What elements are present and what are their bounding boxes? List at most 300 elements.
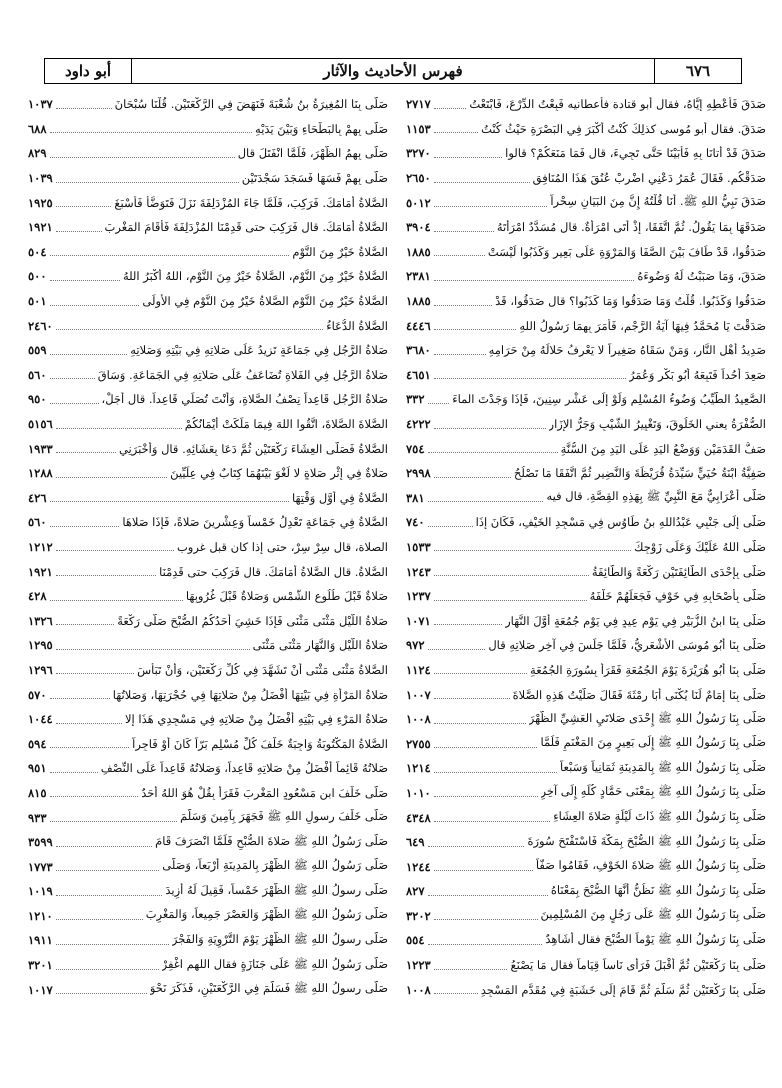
entry-text: صَلاةُ المَرْأَةِ فِي بَيْتِهَا أَفْضَلُ مِنْ صَلاتِهَا فِي حُجْرَتِهَا، وَصَلاتُهَا	[112, 687, 388, 702]
entry-text: الصَّلاةُ الدُّعَاءُ	[326, 318, 388, 333]
dot-leader	[50, 403, 99, 404]
index-entry	[28, 608, 388, 633]
index-entry	[406, 486, 766, 511]
entry-text: صَلَّى أَعْرَابِيٌّ مَعَ النَّبِيِّ ﷺ بِهَذِهِ القِصَّةِ. قال فيه	[546, 489, 766, 504]
hadith-number: ٧٤٠	[406, 515, 425, 530]
entry-text: صَلَّى بِنَا رَسُولُ اللهِ ﷺ عَلَى رَجُلٍ مِنَ المُسْلِمِينَ	[540, 907, 766, 922]
index-entry	[406, 190, 766, 215]
entry-text: الصَّلاةُ فِي أَوَّلِ وَقْتِهَا	[291, 490, 388, 505]
index-entry	[28, 264, 388, 289]
hadith-number: ٤٦٥١	[406, 367, 431, 382]
index-entry	[406, 264, 766, 289]
dot-leader	[56, 993, 147, 994]
entry-text: صَلَّى بِنَا رَسُولُ اللهِ ﷺ إِلَى بَعِيرٍ مِنَ المَغْنَمِ فَلَمَّا	[540, 735, 766, 750]
dot-leader	[434, 624, 502, 625]
dot-leader	[428, 403, 450, 404]
entry-text: صَدَقَهَا بِمَا يَقُولُ. ثُمَّ اتَّفَقَا، إِذْ أَتَى امْرَأَةٌ. قال مُسَدَّدٌ امْرَأَتَهُ	[496, 220, 766, 235]
dot-leader	[434, 993, 478, 994]
entry-text: صَعِدَ أُحُداً فَتَبِعَهُ أَبُو بَكْرٍ وَعُمَرُ	[629, 367, 766, 382]
index-entry	[406, 436, 766, 461]
hadith-number: ٥٠١	[28, 294, 47, 309]
index-entry	[406, 682, 766, 707]
hadith-number: ٩٧٢	[406, 638, 425, 653]
entry-text: صَلاةٌ قَبْلَ طُلُوعِ الشَّمْسِ وَصَلاةٌ قَبْلَ غُرُوبِهَا	[185, 589, 388, 604]
entry-text: صَدَقُوا وَكَذَبُوا. قُلْتُ وَمَا صَدَقُوا وَمَا كَذَبُوا؟ قال صَدَقُوا، قَدْ	[495, 294, 766, 309]
index-entry	[28, 338, 388, 363]
entry-text: الصَّلاةُ خَيْرٌ مِنَ النَّوْمِ	[292, 244, 388, 259]
dot-leader	[434, 673, 527, 674]
dot-leader	[434, 600, 587, 601]
dot-leader	[434, 157, 502, 158]
hadith-number: ١٢٢٣	[406, 958, 431, 973]
hadith-number: ١٠٣٩	[28, 171, 53, 186]
dot-leader	[434, 575, 589, 576]
hadith-number: ٧٥٤	[406, 441, 425, 456]
index-entry	[28, 559, 388, 584]
dot-leader	[56, 919, 143, 920]
dot-leader	[434, 108, 467, 109]
hadith-number: ٥٠٤	[28, 244, 47, 259]
dot-leader	[56, 206, 112, 207]
hadith-number: ٢٧٥٥	[406, 736, 431, 751]
dot-leader	[56, 477, 167, 478]
index-entry	[406, 461, 766, 486]
dot-leader	[50, 600, 183, 601]
hadith-number: ١٠١٠	[406, 785, 431, 800]
dot-leader	[434, 550, 631, 551]
entry-text: صَلَّى بِنَا إِمَامٌ لَنَا يُكْنَى أَبَا رِمْثَةَ فَقَالَ صَلَّيْتُ هَذِهِ الصَّلاةَ	[512, 687, 766, 702]
hadith-number: ٦٨٨	[28, 121, 47, 136]
hadith-number: ١٩٢٥	[28, 195, 53, 210]
entry-text: الصَّلاةُ مَثْنَى مَثْنَى أَنْ تَشَهَّدَ فِي كُلِّ رَكْعَتَيْنِ، وَأَنْ تَبَأَسَ	[137, 662, 388, 677]
index-entry	[28, 805, 388, 830]
left-column	[28, 92, 388, 1077]
hadith-number: ٤٢٦	[28, 490, 47, 505]
dot-leader	[434, 206, 548, 207]
entry-text: صَلاةُ المَرْءِ فِي بَيْتِهِ أَفْضَلُ مِنْ صَلاتِهِ فِي مَسْجِدِي هَذَا إِلا	[125, 712, 388, 727]
dot-leader	[56, 969, 159, 970]
dot-leader	[50, 354, 128, 355]
index-entry	[406, 756, 766, 781]
entry-text: صَلَّى بِنَا أَبُو مُوسَى الأَشْعَرِيُّ، فَلَمَّا جَلَسَ فِي آخِرِ صَلاتِهِ قال	[488, 638, 766, 653]
index-entry	[406, 707, 766, 732]
entry-text: صَلَّى رَسُولُ اللهِ ﷺ عَلَى جَنَازَةٍ فقال اللهم اغْفِرْ	[161, 956, 388, 971]
index-entry	[406, 117, 766, 142]
index-entry	[28, 363, 388, 388]
entry-text: صَدَقْتَ يَا مُحَمَّدُ فِيهَا آيَةُ الرَّجْمِ، فَأَمَرَ بِهِمَا رَسُولُ اللهِ	[519, 318, 766, 333]
hadith-number: ١٨٨٥	[406, 244, 431, 259]
index-entry	[406, 953, 766, 978]
entry-text: صَلَّى بِنَا رَسُولُ اللهِ ﷺ نَظُنُّ أَنَّهَا الصُّبْحَ بِمَعْنَاهُ	[550, 882, 766, 897]
hadith-number: ٩٥٠	[28, 392, 47, 407]
entry-text: الصَّلاةُ. قال الصَّلاةُ أَمَامَكَ. قال فَرَكِبَ حتى قَدِمْنَا	[159, 564, 388, 579]
dot-leader	[434, 747, 538, 748]
dot-leader	[428, 895, 548, 896]
index-entry	[28, 658, 388, 683]
dot-leader	[56, 550, 174, 551]
right-column	[406, 92, 766, 1077]
hadith-number: ١٢١٠	[28, 908, 53, 923]
hadith-number: ٨١٥	[28, 785, 47, 800]
index-entry	[28, 313, 388, 338]
index-entry	[28, 953, 388, 978]
dot-leader	[50, 526, 120, 527]
index-entry	[28, 240, 388, 265]
entry-text: صَلَّى بِنَا ابنُ الزُّبَيْرِ فِي يَوْمِ عِيدٍ فِي يَوْمِ جُمُعَةٍ أَوَّلَ النَّهَارِ	[505, 613, 766, 628]
entry-text: الصَّلاةُ المَكْتُوبَةُ وَاجِبَةٌ خَلْفَ كُلِّ مُسْلِمٍ بَرّاً كَانَ أَوْ فَاجِراً	[132, 736, 388, 751]
index-entry	[406, 338, 766, 363]
index-entry	[406, 854, 766, 879]
entry-text: صَلَّى بِنَا أَبُو هُرَيْرَةَ يَوْمَ الجُمُعَةِ فَقَرَأَ بِسُورَةِ الجُمُعَةِ	[530, 662, 766, 677]
dot-leader	[56, 231, 102, 232]
hadith-number: ٣٢٠٢	[406, 908, 431, 923]
index-entry	[28, 412, 388, 437]
hadith-number: ١٩٣٣	[28, 441, 53, 456]
index-entry	[28, 879, 388, 904]
entry-text: الصَّعِيدُ الطَّيِّبُ وَضُوءُ المُسْلِمِ وَلَوْ إِلَى عَشْرِ سِنِينَ، فَإِذَا وَجَدْتَ الماءَ	[452, 392, 766, 407]
hadith-number: ١٨٨٥	[406, 294, 431, 309]
entry-text: صَلاةُ الرَّجُلِ فِي جَمَاعَةٍ تَزِيدُ عَلَى صَلاتِهِ فِي بَيْتِهِ وَصَلاتِهِ	[130, 343, 388, 358]
hadith-number: ٥٠٠	[28, 269, 47, 284]
dot-leader	[50, 747, 130, 748]
entry-text: صَلَّى رسولُ اللهِ ﷺ فَسَلَّمَ فِي الرَّكْعَتَيْنِ، فَذَكَرَ نَحْوَ	[149, 981, 388, 996]
index-entry	[406, 731, 766, 756]
hadith-number: ٣٨١	[406, 490, 425, 505]
entry-text: صَلَّى بِنَا رَسُولُ اللهِ ﷺ الصُّبْحَ بِمَكَّةَ فَاسْتَفْتَحَ سُورَةَ	[527, 833, 766, 848]
index-entry	[28, 510, 388, 535]
index-entry	[406, 584, 766, 609]
index-entry	[406, 215, 766, 240]
hadith-number: ١٠٠٨	[406, 982, 431, 997]
entry-text: صَلَّى بِنَا رَسُولُ اللهِ ﷺ بِمَعْنَى حَمَّادٍ كُلِّهِ إِلَى آخِرِ	[540, 784, 766, 799]
index-entry	[406, 363, 766, 388]
index-entry	[406, 977, 766, 1002]
dot-leader	[50, 821, 178, 822]
index-entry	[406, 412, 766, 437]
entry-text: صَدَقَ، وَمَا صَبَبْتُ لَهُ وَضُوءَهُ	[637, 269, 766, 284]
entry-text: صَلَّى بِنَا رَسُولُ اللهِ ﷺ ذَاتَ لَيْلَةٍ صَلاةَ العِشَاءِ	[553, 809, 766, 824]
index-entry	[406, 608, 766, 633]
dot-leader	[428, 501, 544, 502]
dot-leader	[56, 452, 116, 453]
hadith-number: ١٢٩٦	[28, 662, 53, 677]
index-entry	[406, 313, 766, 338]
index-entry	[406, 141, 766, 166]
hadith-number: ١٠٠٨	[406, 712, 431, 727]
entry-text: صَلَّى بِنَا رَكْعَتَيْنِ ثُمَّ أَقْبَلَ فَرَأَى نَاساً قِيَاماً فقال مَا يَصْنَعُ	[510, 958, 766, 973]
dot-leader	[50, 772, 98, 773]
dot-leader	[428, 649, 486, 650]
dot-leader	[56, 673, 134, 674]
entry-text: صَلَّى بِأَصْحَابِهِ فِي خَوْفٍ فَجَعَلَهُمْ خَلْفَهُ	[589, 589, 766, 604]
dot-leader	[434, 354, 486, 355]
dot-leader	[56, 895, 163, 896]
index-entry	[28, 928, 388, 953]
dot-leader	[434, 329, 517, 330]
index-entry	[28, 756, 388, 781]
hadith-number: ١٠٧١	[406, 613, 431, 628]
entry-text: صَلاةُ الرَّجُلِ فِي الفَلاةِ تُضَاعَفُ عَلَى صَلاتِهِ فِي الجَمَاعَةِ. وَسَاقَ	[97, 367, 388, 382]
hadith-number: ١٠٣٧	[28, 97, 53, 112]
dot-leader	[50, 255, 290, 256]
entry-text: الصَّلاةُ أَمَامَكَ. فَرَكِبَ، فَلَمَّا جَاءَ المُزْدَلِفَةَ نَزَلَ فَتَوَضَّأَ فَأَسْبَغَ	[114, 195, 388, 210]
index-entry	[28, 387, 388, 412]
entry-text: صَلَّى بِهِمُ الظُّهْرَ، فَلَمَّا انْفَتَلَ قال	[237, 146, 388, 161]
dot-leader	[50, 501, 289, 502]
hadith-number: ٥٧٠	[28, 687, 47, 702]
dot-leader	[50, 305, 140, 306]
entry-text: الصَّلاةُ فَصَلَّى العِشَاءَ رَكْعَتَيْنِ ثُمَّ دَعَا بِعَشَائِهِ. قال وَأَخْبَرَنِي	[118, 441, 388, 456]
entry-text: الصَّلاةُ فِي جَمَاعَةٍ تَعْدِلُ خَمْساً وَعِشْرِينَ صَلاةً، فَإِذَا صَلاهَا	[122, 515, 388, 530]
entry-text: صَدَقَ قَدْ أَتانَا بِهِ فَأَبَيْنَا حَتَّى تَجِيءَ، قال فَمَا مَنَعَكُمْ؟ قالوا	[505, 146, 766, 161]
entry-text: الصَّلاةُ خَيْرٌ مِنَ النَّوْمِ الصَّلاةُ خَيْرٌ مِنَ النَّوْمِ فِي الأُولَى	[142, 294, 388, 309]
dot-leader	[56, 870, 160, 871]
index-entry	[406, 240, 766, 265]
hadith-number: ٨٢٩	[28, 146, 47, 161]
hadith-number: ٥٠١٢	[406, 195, 431, 210]
hadith-number: ٣٦٨٠	[406, 343, 431, 358]
dot-leader	[428, 944, 543, 945]
dot-leader	[434, 723, 526, 724]
index-entry	[28, 854, 388, 879]
entry-text: صَلَّى بِنَا رَسُولُ اللهِ ﷺ إِحْدَى صَلاتَيِ العَشِيِّ الظُّهْرَ	[528, 710, 766, 725]
hadith-number: ١٢٤٣	[406, 564, 431, 579]
dot-leader	[434, 796, 538, 797]
hadith-number: ٣٢٧٠	[406, 146, 431, 161]
entry-text: صَدَقْكُم. فَقَالَ عُمَرُ دَعْنِي اضْرِبْ عُنُقَ هَذَا المُنَافِقِ	[532, 171, 766, 186]
hadith-number: ٤٢٢٢	[406, 417, 431, 432]
dot-leader	[434, 280, 635, 281]
entry-text: الصَّلاةُ خَيْرٌ مِنَ النَّوْمِ، الصَّلاةُ خَيْرٌ مِنَ النَّوْمِ، اللهُ أَكْبَرُ اللهُ	[122, 269, 388, 284]
hadith-number: ٣٥٩٩	[28, 835, 53, 850]
dot-leader	[434, 772, 557, 773]
entry-text: صَلَّى رسولُ اللهِ ﷺ الظُّهْرَ يَوْمَ التَّرْوِيَةِ وَالفَجْرَ	[171, 931, 388, 946]
dot-leader	[434, 305, 492, 306]
entry-text: صَلَّى اللهُ عَلَيْكَ وَعَلَى زَوْجِكَ	[634, 539, 766, 554]
hadith-number: ٤٤٤٦	[406, 318, 431, 333]
dot-leader	[50, 796, 139, 797]
entry-text: صَلَّى إِلَى جَنْبِي عَبْدُاللهِ بنُ طَاوُسٍ فِي مَسْجِدِ الخَيْفِ، فَكَانَ إِذَا	[475, 515, 766, 530]
entry-text: الصلاة، قال سِرْ سِرْ، حتى إذا كان قبل غروب	[176, 539, 388, 554]
hadith-number: ١٥٣٣	[406, 539, 431, 554]
hadith-number: ٥٦٠	[28, 367, 47, 382]
entry-text: صَلاتُهُ قَائِماً أَفْضَلُ مِنْ صَلاتِهِ قَاعِداً، وَصَلاتُهُ قَاعِداً عَلَى النِّصْفِ	[100, 761, 388, 776]
dot-leader	[428, 452, 558, 453]
entry-text: الصَّلاةَ الصَّلاةَ، اتَّقُوا اللهَ فِيمَا مَلَكَتْ أَيْمَانُكُمْ	[184, 417, 388, 432]
index-entry	[406, 928, 766, 953]
dot-leader	[428, 846, 525, 847]
hadith-number: ٩٥١	[28, 761, 47, 776]
hadith-number: ١٩٢١	[28, 564, 53, 579]
index-entry	[406, 904, 766, 929]
hadith-number: ١٧٧٣	[28, 859, 53, 874]
dot-leader	[56, 944, 169, 945]
hadith-number: ١٢١٤	[406, 761, 431, 776]
entry-text: صَلَّى خَلْفَ رسولِ اللهِ ﷺ فَجَهَرَ بِآمِينَ وَسَلَّمَ	[180, 809, 388, 824]
index-columns	[28, 92, 766, 1077]
entry-text: صَلَّى رَسُولُ اللهِ ﷺ صَلاةَ الصُّبْحِ فَلَمَّا انْصَرَفَ قَامَ	[155, 833, 388, 848]
dot-leader	[56, 182, 239, 183]
dot-leader	[434, 255, 485, 256]
hadith-number: ٣٢٠١	[28, 958, 53, 973]
hadith-number: ١٢٨٨	[28, 466, 53, 481]
entry-text: صَلاةُ اللَّيْلِ مَثْنَى مَثْنَى فَإِذَا خَشِيَ أَحَدُكُمُ الصُّبْحَ صَلَّى رَكْعَةً	[117, 613, 388, 628]
index-entry	[28, 830, 388, 855]
index-entry	[28, 92, 388, 117]
entry-text: صَلَّى بِهِمْ بِالبَطْحَاءِ وَبَيْنَ يَدَيْهِ	[255, 121, 388, 136]
hadith-number: ١٢٣٧	[406, 589, 431, 604]
entry-text: صَلَّى بِإِحْدَى الطَّائِفَتَيْنِ رَكْعَةً وَالطَّائِفَةُ	[591, 564, 766, 579]
index-entry	[28, 904, 388, 929]
index-entry	[406, 559, 766, 584]
hadith-number: ٢٦٥٠	[406, 171, 431, 186]
entry-text: صَلاةٌ فِي إِثْرِ صَلاةٍ لا لَغْوَ بَيْنَهُمَا كِتَابٌ فِي عِلِّيِّينَ	[170, 466, 388, 481]
hadith-number: ١٢٩٥	[28, 638, 53, 653]
index-entry	[28, 117, 388, 142]
dot-leader	[56, 575, 156, 576]
dot-leader	[56, 329, 324, 330]
entry-text: صَلَّى خَلْفَ ابنِ مَسْعُودٍ المَغْرِبَ فَقَرَأَ بِقُلْ هُوَ اللهُ أَحَدٌ	[141, 785, 388, 800]
index-entry	[406, 781, 766, 806]
hadith-number: ٣٣٢	[406, 392, 425, 407]
entry-text: صَدَقَ نَبِيُّ اللهِ ﷺ. أَنَا قُلْتُهُ إِنَّ مِنَ البَيَانِ سِحْراً	[550, 194, 766, 209]
index-entry	[28, 461, 388, 486]
entry-text: الصُّفْرَةُ يعني الخَلُوقَ، وَتَغْيِيرُ الشَّيْبِ وَجَرُّ الإزَارِ	[548, 417, 766, 432]
dot-leader	[434, 870, 533, 871]
entry-text: صَلَّى بِهِمْ فَسَهَا فَسَجَدَ سَجْدَتَيْنِ	[241, 171, 388, 186]
index-entry	[28, 633, 388, 658]
book-name: أبو داود	[64, 62, 112, 80]
dot-leader	[428, 526, 473, 527]
index-entry	[406, 92, 766, 117]
hadith-number: ٢٩٩٨	[406, 466, 431, 481]
index-entry	[28, 584, 388, 609]
index-entry	[28, 535, 388, 560]
index-entry	[28, 977, 388, 1002]
index-entry	[28, 436, 388, 461]
page-number: ٦٧٦	[654, 59, 741, 83]
dot-leader	[56, 428, 182, 429]
index-entry	[28, 731, 388, 756]
index-entry	[406, 805, 766, 830]
index-entry	[28, 166, 388, 191]
dot-leader	[434, 919, 538, 920]
entry-text: صَلَّى رَسُولُ اللهِ ﷺ الظُّهْرَ وَالعَصْرَ جَمِيعاً، وَالمَغْرِبَ	[145, 907, 388, 922]
dot-leader	[56, 649, 250, 650]
dot-leader	[50, 132, 253, 133]
hadith-number: ٥٦٠	[28, 515, 47, 530]
hadith-number: ٦٤٩	[406, 835, 425, 850]
index-entry	[406, 830, 766, 855]
entry-text: صَلَّى رَسُولُ اللهِ ﷺ الظُّهْرَ بِالمَدِينَةِ أَرْبَعاً، وَصَلَّى	[162, 858, 388, 873]
dot-leader	[434, 969, 508, 970]
index-entry	[28, 486, 388, 511]
dot-leader	[434, 182, 530, 183]
entry-text: صَلَّى بِنَا رَكْعَتَيْنِ ثُمَّ سَلَّمَ ثُمَّ قَامَ إِلَى خَشَبَةٍ فِي مُقَدَّمِ المَسْجِدِ	[480, 982, 766, 997]
hadith-number: ٥١٥٦	[28, 417, 53, 432]
index-entry	[406, 387, 766, 412]
index-entry	[28, 289, 388, 314]
entry-text: الصَّلاةُ أَمَامَكَ. قال فَرَكِبَ حتى قَدِمْنَا المُزْدَلِفَةَ فَأَقَامَ المَغْرِبَ	[104, 220, 388, 235]
hadith-number: ١٠١٧	[28, 982, 53, 997]
hadith-number: ٩٣٣	[28, 810, 47, 825]
hadith-number: ١٩٢١	[28, 220, 53, 235]
hadith-number: ١٠١٩	[28, 884, 53, 899]
entry-text: صَدَقَ فَأَعْطِهِ إِيَّاهُ، فقال أبو قتادة فأعطانيه فَبِعْتُ الدِّرْعَ، فَابْتَعْتُ	[469, 97, 766, 112]
entry-text: صَلَّى بِنَا رَسُولُ اللهِ ﷺ يَوْماً الصُّبْحَ فقال أَشَاهِدٌ	[545, 931, 766, 946]
hadith-number: ١٠٤٤	[28, 712, 53, 727]
dot-leader	[50, 378, 95, 379]
entry-text: صَلَّى بِنَا رَسُولُ اللهِ ﷺ صَلاةَ الخَوْفِ، فَقَامُوا صَفّاً	[535, 858, 766, 873]
entry-text: صَلَّى بِنَا المُغِيرَةُ بنُ شُعْبَةَ فَنَهَضَ فِي الرَّكْعَتَيْنِ. قُلْنَا سُبْحَانَ	[114, 97, 388, 112]
dot-leader	[434, 821, 550, 822]
hadith-number: ٥٥٤	[406, 933, 425, 948]
hadith-number: ٢٧١٧	[406, 97, 431, 112]
dot-leader	[434, 428, 546, 429]
hadith-number: ١٠٠٧	[406, 687, 431, 702]
hadith-number: ٨٢٧	[406, 884, 425, 899]
entry-text: صَلاةُ الرَّجُلِ قَاعِداً نِصْفُ الصَّلاةِ، وَأَنْتَ تُصَلِّي قَاعِداً. قال أَجَلْ،	[101, 392, 388, 407]
index-entry	[406, 535, 766, 560]
index-entry	[406, 510, 766, 535]
entry-text: صَلَّى رسولُ اللهِ ﷺ الظُّهْرَ خَمْساً، فَقِيلَ لَهُ أَزِيدَ	[165, 882, 388, 897]
dot-leader	[50, 698, 110, 699]
index-entry	[28, 707, 388, 732]
index-entry	[28, 781, 388, 806]
index-entry	[406, 879, 766, 904]
entry-text: صَفِيَّةُ ابْنَةُ حُيَيٍّ سَيِّدَةُ قُرَيْظَةَ وَالنَّضِيرِ ثُمَّ اتَّفَقَا مَا تَصْلُحُ	[513, 466, 766, 481]
hadith-number: ٥٥٩	[28, 343, 47, 358]
hadith-number: ٤٢٨	[28, 589, 47, 604]
index-entry	[406, 633, 766, 658]
index-entry	[28, 141, 388, 166]
page-title: فهرس الأحاديث والآثار	[131, 59, 654, 83]
hadith-number: ٢٣٨١	[406, 269, 431, 284]
dot-leader	[56, 108, 112, 109]
dot-leader	[56, 624, 114, 625]
dot-leader	[434, 231, 494, 232]
index-entry	[28, 190, 388, 215]
index-entry	[28, 682, 388, 707]
dot-leader	[50, 280, 120, 281]
hadith-number: ٢٤٦٠	[28, 318, 53, 333]
hadith-number: ١٩١١	[28, 933, 53, 948]
entry-text: صَدَقَ. فقال أبو مُوسى كذلِكَ كُنْتُ أَكْبَرَ فِي البَصْرَةِ حَيْثُ كُنْتُ	[481, 121, 766, 136]
entry-text: صَفُّ القَدَمَيْنِ وَوَضْعُ اليَدِ عَلَى اليَدِ مِنَ السُّنَّةِ	[560, 441, 766, 456]
dot-leader	[434, 132, 478, 133]
entry-text: صَدِيدُ أَهْلِ النَّارِ، وَمَنْ سَقَاهُ صَغِيراً لا يَعْرِفُ حَلالَهُ مِنْ حَرَامِهِ	[488, 343, 766, 358]
hadith-number: ٤٣٤٨	[406, 810, 431, 825]
page-header	[44, 58, 742, 84]
entry-text: صَلاةُ اللَّيْلِ وَالنَّهَارِ مَثْنَى مَثْنَى	[252, 638, 388, 653]
hadith-number: ١١٥٣	[406, 121, 431, 136]
hadith-number: ٥٩٤	[28, 736, 47, 751]
dot-leader	[50, 157, 235, 158]
hadith-number: ١٣٢٦	[28, 613, 53, 628]
dot-leader	[56, 723, 122, 724]
entry-text: صَدَقُوا، قَدْ طَافَ بَيْنَ الصَّفَا وَالمَرْوَةِ عَلَى بَعِيرٍ وَكَذَبُوا لَيْسَتْ	[487, 244, 766, 259]
hadith-number: ١٢١٢	[28, 539, 53, 554]
index-entry	[406, 289, 766, 314]
hadith-number: ٣٩٠٤	[406, 220, 431, 235]
dot-leader	[434, 698, 510, 699]
hadith-number: ١١٢٤	[406, 662, 431, 677]
dot-leader	[434, 378, 626, 379]
index-entry	[28, 215, 388, 240]
index-entry	[406, 166, 766, 191]
dot-leader	[434, 477, 511, 478]
hadith-number: ١٢٤٤	[406, 859, 431, 874]
